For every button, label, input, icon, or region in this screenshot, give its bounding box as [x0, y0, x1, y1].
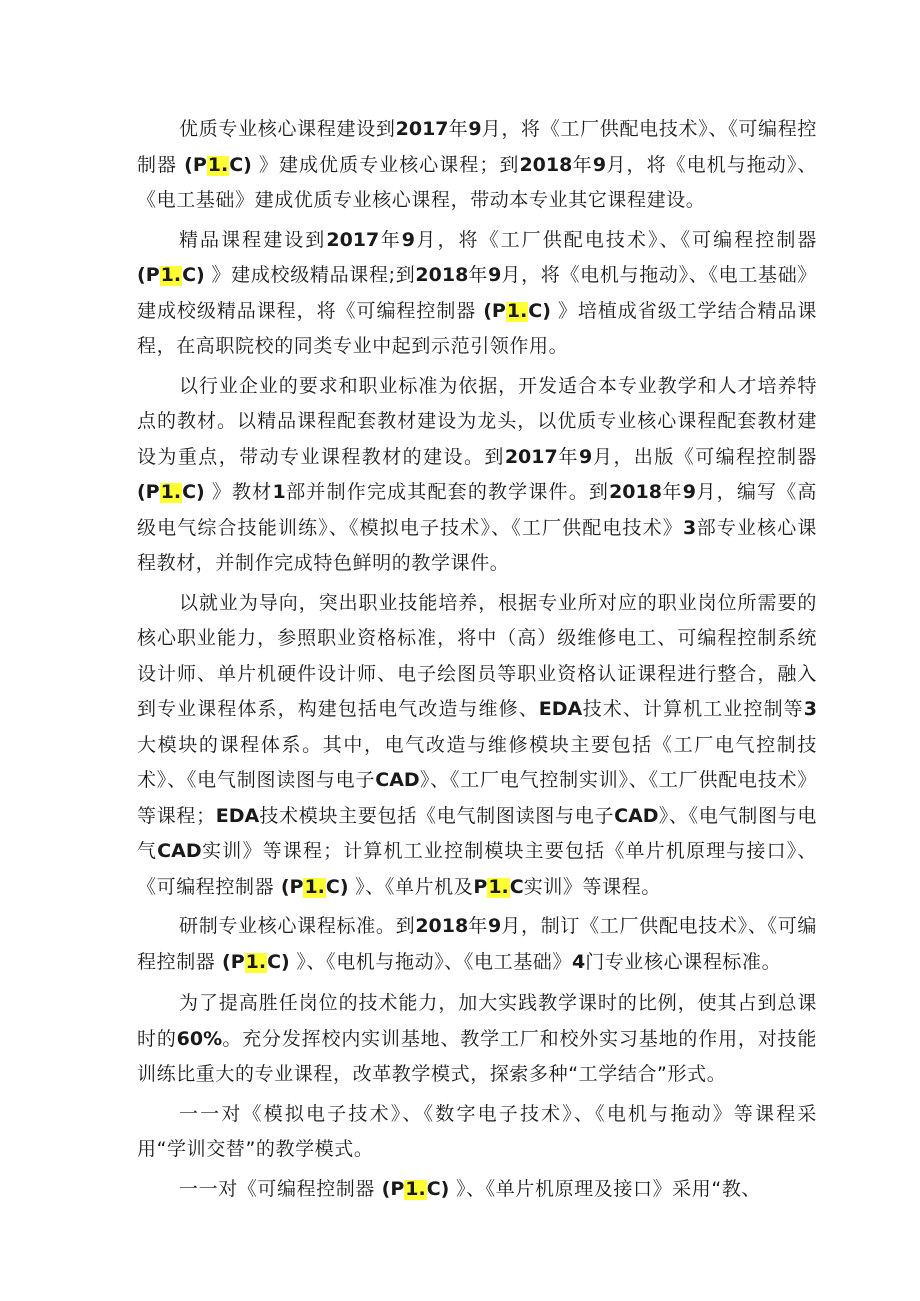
- text-run: 》建成校级精品课程;到: [204, 264, 416, 286]
- bold-text: 9: [682, 481, 696, 503]
- bold-text: P: [145, 264, 160, 286]
- text-run: 年: [448, 118, 469, 140]
- text-run: 为了提高胜任岗位的技术能力，加大实践教学课时的比例，使其占到总课时的: [137, 992, 817, 1050]
- bold-text: (: [137, 264, 146, 286]
- paragraph: [137, 986, 817, 1093]
- paragraph: [137, 586, 817, 906]
- document-body: [137, 112, 817, 1211]
- text-run: 月，将《电机与拖动》、《电工基础》建成优质专业核心课程，带动本专业其它课程建设。: [137, 153, 817, 211]
- text-run: 精品课程建设到: [179, 228, 327, 251]
- highlighted-text: 1.: [245, 950, 267, 973]
- paragraph: [137, 112, 817, 219]
- bold-text: 60%: [176, 1027, 223, 1050]
- bold-text: C): [182, 264, 205, 286]
- text-run: 实训》等课程。: [523, 875, 661, 898]
- paragraph: [137, 369, 817, 582]
- highlighted-text: 1.: [160, 481, 182, 503]
- text-run: 月，将《工厂供配电技术》、《可编程控制器: [137, 118, 817, 176]
- text-run: 月，编写《高级电气综合技能训练》、《模拟电子技术》、《工厂供配电技术》: [137, 481, 817, 539]
- bold-text: EDA: [215, 804, 260, 827]
- bold-text: 3: [803, 698, 817, 720]
- text-run: 技术、计算机工业控制等: [582, 698, 804, 720]
- text-run: 月，制订《工厂供配电技术》、《可编程控制器: [137, 915, 818, 973]
- paragraph: [137, 1097, 817, 1168]
- text-run: 年: [379, 228, 402, 251]
- highlighted-text: 1.: [160, 264, 182, 286]
- text-run: 一一对《模拟电子技术》、《数字电子技术》、《电机与拖动》等课程采用“学训交替”的教学模式。: [137, 1102, 817, 1160]
- bold-text: 2018: [415, 915, 469, 937]
- text-run: 技术模块主要包括《电气制图读图与电子: [259, 804, 615, 827]
- text-run: 》、《单片机原理及接口》采用“教、: [449, 1177, 762, 1200]
- text-run: 一一对《可编程控制器: [179, 1177, 382, 1200]
- text-run: 大模块的课程体系。其中，电气改造与维修模块主要包括《工厂电气控制技术》、《电气制图读图与电子: [137, 733, 817, 791]
- bold-text: EDA: [538, 698, 583, 720]
- paragraph: [137, 1172, 817, 1208]
- bold-text: (P: [222, 950, 245, 973]
- text-run: 》、《电机与拖动》、《电工基础》: [289, 950, 572, 973]
- highlighted-text: 1.: [506, 299, 528, 322]
- text-run: 》、《电气制图与电气: [137, 804, 817, 862]
- bold-text: 2018: [609, 481, 662, 503]
- bold-text: 9: [488, 915, 502, 937]
- text-run: 》、《工厂电气控制实训》、《工厂供配电技术》等课程；: [137, 769, 817, 827]
- bold-text: C: [509, 875, 524, 898]
- bold-text: C): [267, 950, 290, 973]
- bold-text: 2017: [395, 118, 449, 140]
- highlighted-text: 1.: [405, 1177, 426, 1200]
- text-run: 月，出版《可编程控制器: [592, 445, 817, 468]
- bold-text: CAD: [614, 804, 659, 827]
- text-run: 年: [661, 481, 683, 503]
- bold-text: P: [473, 875, 488, 898]
- text-run: 部并制作完成其配套的教学课件。到: [285, 481, 610, 503]
- bold-text: 2017: [326, 228, 380, 251]
- paragraph: [137, 223, 817, 365]
- text-run: 》建成优质专业核心课程；到: [251, 153, 520, 176]
- text-run: 》教材: [204, 481, 273, 503]
- bold-text: 2018: [519, 153, 573, 176]
- highlighted-text: 1.: [488, 875, 509, 898]
- text-run: 》培植成省级工学结合精品课程，在高职院校的同类专业中起到示范引领作用。: [137, 299, 817, 357]
- bold-text: CAD: [157, 840, 202, 862]
- bold-text: 2018: [415, 264, 469, 286]
- bold-text: (P: [381, 1177, 405, 1200]
- text-run: 年: [468, 264, 489, 286]
- highlighted-text: 1.: [304, 875, 325, 898]
- paragraph: [137, 909, 817, 980]
- bold-text: C): [528, 299, 551, 322]
- bold-text: CAD: [375, 769, 420, 791]
- bold-text: (P: [184, 153, 207, 176]
- text-run: 年: [468, 915, 488, 937]
- text-run: 部专业核心课程教材，并制作完成特色鲜明的教学课件。: [137, 516, 817, 574]
- bold-text: 9: [578, 445, 593, 468]
- bold-text: 9: [468, 118, 482, 140]
- bold-text: C): [182, 481, 205, 503]
- text-run: 门专业核心课程标准。: [585, 950, 782, 973]
- text-run: 》、《单片机及: [348, 875, 474, 898]
- text-run: 优质专业核心课程建设到: [179, 118, 396, 140]
- bold-text: C): [325, 875, 349, 898]
- text-run: 以就业为导向，突出职业技能培养，根据专业所对应的职业岗位所需要的核心职业能力，参照职业资格标准，将中（高）级维修电工、可编程控制系统设计师、单片机硬件设计师、电子绘图员等职业资格认证课程进行整合，融入到专业课程体系，构建包括电气改造与维修、: [137, 591, 817, 720]
- bold-text: (P: [137, 481, 160, 503]
- bold-text: 2017: [504, 445, 558, 468]
- text-run: 年: [572, 153, 593, 176]
- bold-text: C): [229, 153, 252, 176]
- text-run: 年: [557, 445, 579, 468]
- bold-text: (P: [483, 299, 506, 322]
- highlighted-text: 1.: [207, 153, 229, 176]
- text-run: 。充分发挥校内实训基地、教学工厂和校外实习基地的作用，对技能训练比重大的专业课程，改革教学模式，探索多种“工学结合”形式。: [137, 1027, 817, 1085]
- bold-text: 3: [682, 516, 697, 539]
- bold-text: 9: [488, 264, 502, 286]
- text-run: 实训》等课程；计算机工业控制模块主要包括《单片机原理与接口》、《可编程控制器: [137, 840, 817, 898]
- bold-text: 4: [572, 950, 586, 973]
- text-run: 以行业企业的要求和职业标准为依据，开发适合本专业教学和人才培养特点的教材。以精品课程配套教材建设为龙头，以优质专业核心课程配套教材建设为重点，带动专业课程教材的建设。到: [137, 374, 817, 468]
- bold-text: 9: [592, 153, 607, 176]
- text-run: 月，将《电机与拖动》、《电工基础》建成校级精品课程，将《可编程控制器: [137, 264, 817, 322]
- bold-text: (P: [280, 875, 304, 898]
- bold-text: 1: [272, 481, 286, 503]
- text-run: 研制专业核心课程标准。到: [179, 915, 416, 937]
- bold-text: 9: [401, 228, 415, 251]
- text-run: 月，将《工厂供配电技术》、《可编程控制器: [414, 228, 817, 251]
- bold-text: C): [426, 1177, 450, 1200]
